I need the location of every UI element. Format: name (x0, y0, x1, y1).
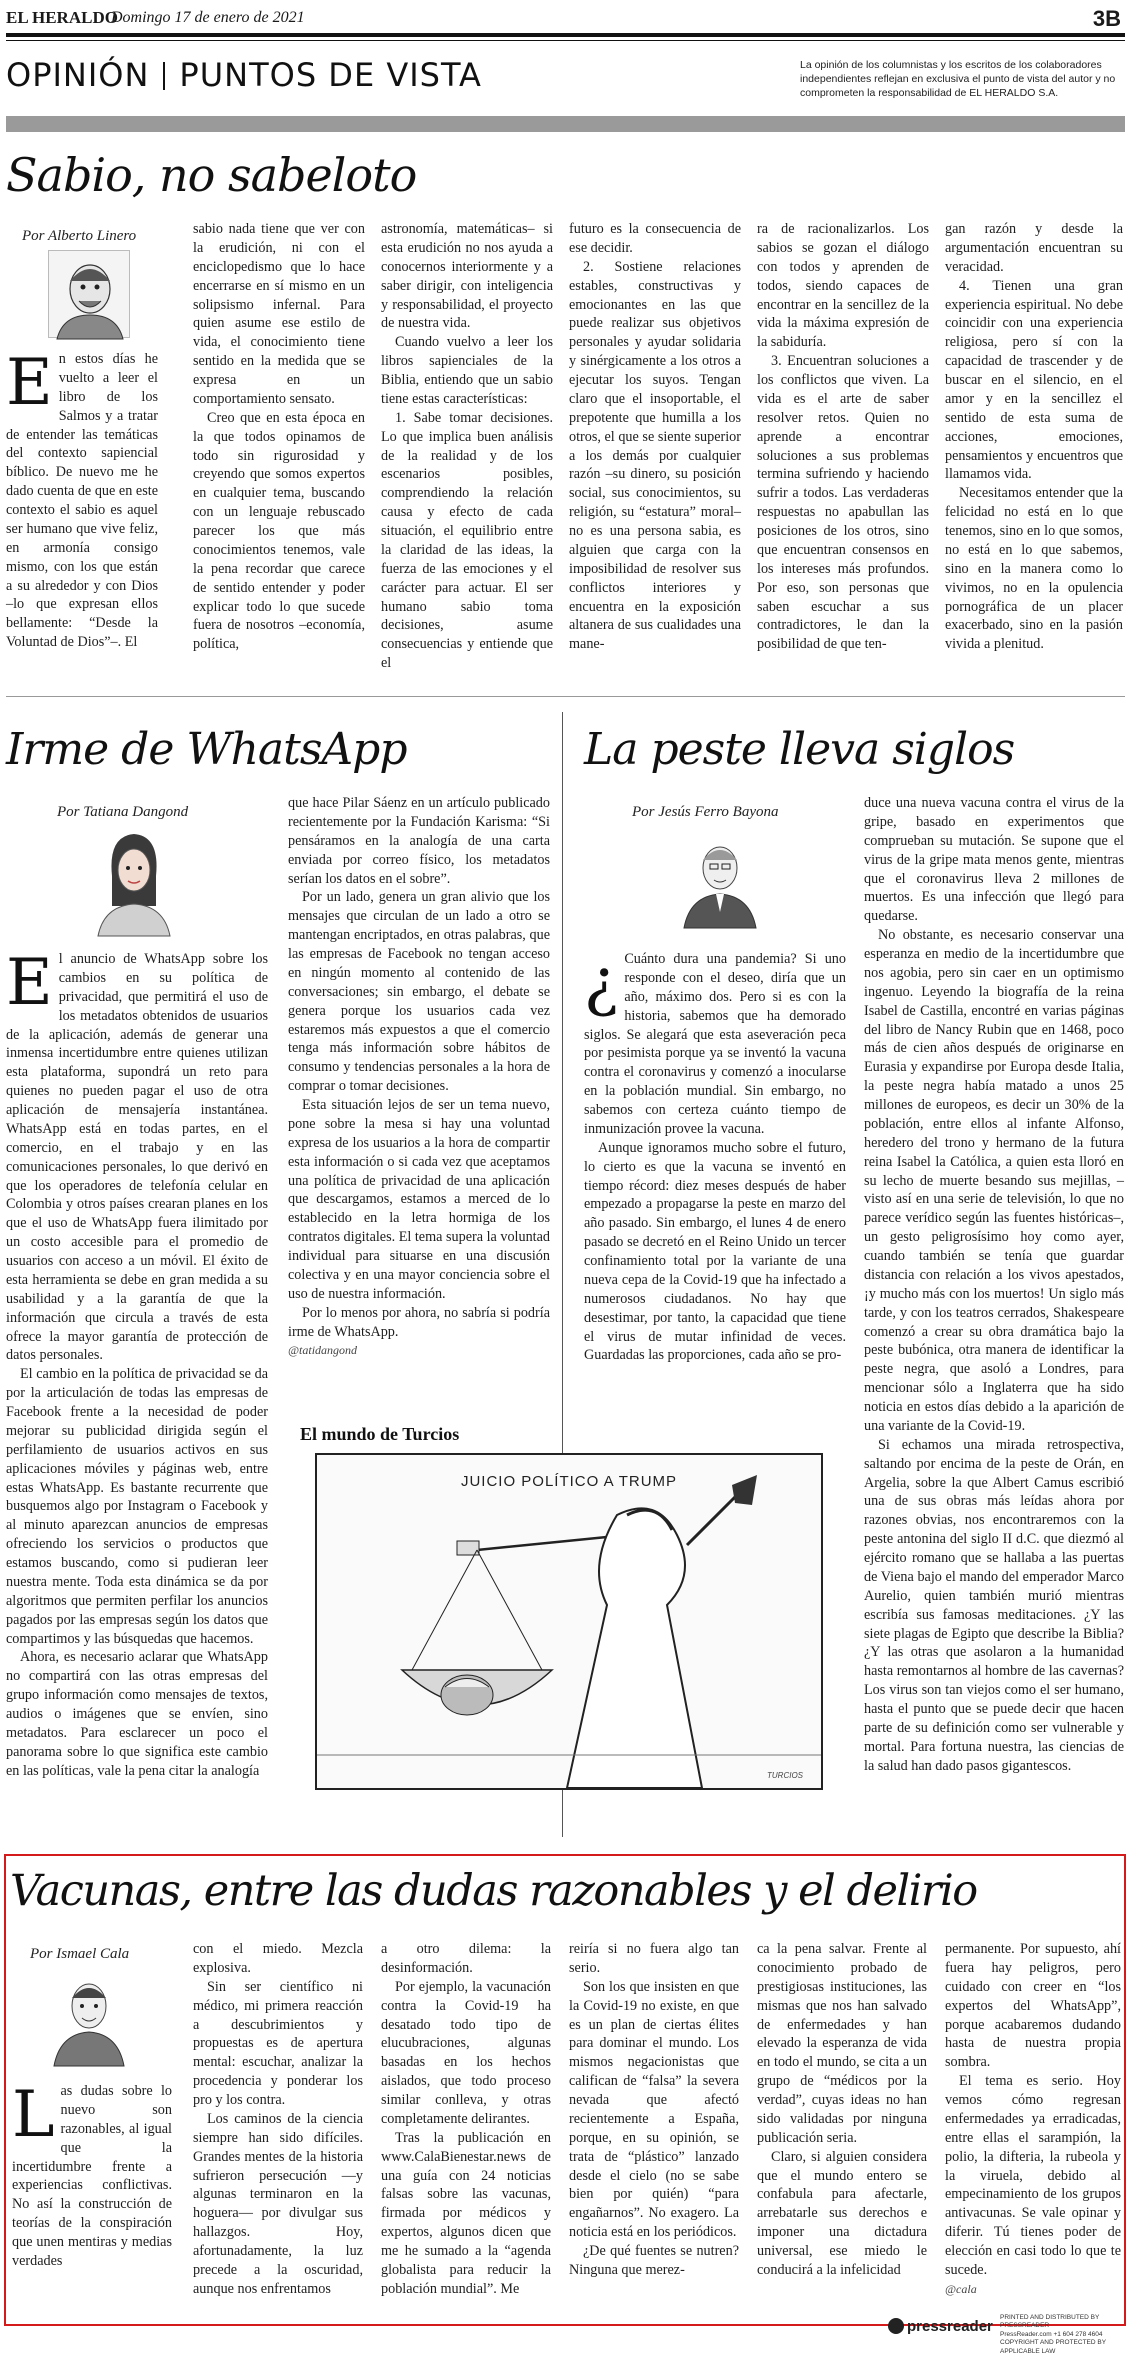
paragraph: gan razón y desde la argumentación encuentran su veracidad. (945, 221, 1123, 275)
paragraph: n estos días he vuelto a leer el libro de los Salmos y a tratar de entender las temáticas del contexto sapiencial bíblico. De nuevo me he dado cuenta de que en este contexto el sabio es aquel ser humano que vive feliz, en armonía consigo mismo, con los que están a su alrededor y con Dios –lo que expresan ellos bellamente: “Desde la Voluntad de Dios”–. El (6, 351, 158, 651)
paragraph: duce una nueva vacuna contra el virus de la gripe, basado en experimentos que comprueban su mutación. Se supone que el virus de la gripe mata menos gente, mientras que el coronavirus lleva 2 millones de muertos. Es una infección que llegó para quedarse. (864, 795, 1124, 925)
masthead-rule (6, 33, 1125, 37)
article-headline-whatsapp: Irme de WhatsApp (6, 724, 407, 775)
article-column (757, 1940, 927, 2322)
paragraph: futuro es la consecuencia de ese decidir. (569, 221, 741, 256)
paragraph: Son los que insisten en que la Covid-19 no existe, en que es un plan de ciertas élites para dominar el mundo. Los mismos negacionistas que califican de “falsa” la severa nevada que afectó recientemente a España, porque, en su opinión, se trata de “plástico” lanzado desde el cielo (no se sabe bien por quién) “para engañarnos”. No exagero. La noticia está en los periódicos. (569, 1978, 739, 2241)
portrait-illustration (90, 826, 178, 936)
paragraph: 2. Sostiene relaciones estables, constructivas y emocionantes en las que puede realizar sus objetivos personales y ayudar solidaria y sinérgicamente a los otros a ejecutar los suyos. Tengan claro que el insoportable, el prepotente que humilla a los otros, el que se siente superior a los demás por cualquier razón –su dinero, su posición social, sus conocimientos, su religión, su “estatura” moral– no es una persona sabia, es alguien que carga con la imposibilidad de resolver sus conflictos interiores y encuentra en la exposición altanera de sus cualidades una mane- (569, 258, 741, 653)
paragraph: Si echamos una mirada retrospectiva, saltando por encima de la peste de Orán, en Argelia, sobre la que Albert Camus escribió una de sus obras más leídas ahora por razones obvias, nos encontraremos con la peste antonina del siglo II d.C. que diezmó al ejército romano que se hallaba a las puertas de Viena bajo el mando del emperador Marco Aurelio, quien también murió mientras escribía sus famosas meditaciones. ¿Y las siete plagas de Egipto que describe la Biblia? ¿Y las otras que asolaron a la humanidad hasta remontarnos al hombre de las cavernas? Los virus son tan viejos como el ser humano, hasta el punto que se puede decir que hacen parte de su definición como ser vulnerable y mortal. Para fortuna nuestra, las ciencias de la salud han dado pasos gigantescos. (864, 1436, 1124, 1774)
paragraph: Ahora, es necesario aclarar que WhatsApp no compartirá con las otras empresas del grupo información como mensajes de textos, audios o imágenes que se envíen, sino metadatos. Para esclarecer un poco el panorama sobre lo que significa este cambio en las políticas, vale la pena citar la analogía (6, 1649, 268, 1779)
paragraph: Aunque ignoramos mucho sobre el futuro, lo cierto es que la vacuna se inventó en tiempo récord: diez meses después de haber empezado a propagarse la peste en marzo del año pasado. Sin embargo, el lunes 4 de enero pasado se decretó en el Reino Unido un tercer confinamiento total por la variante de una nueva cepa de la Covid-19 que ha infectado a numerosos ciudadanos. No hay que desestimar, por tanto, la capacidad que tiene el virus de mutar infinidad de veces. Guardadas las proporciones, cada año se pro- (584, 1139, 846, 1364)
paragraph: Tras la publicación en www.CalaBienestar.news de una guía con 24 noticias falsas sobre las vacunas, firmada por médicos y expertos, algunos dicen que me he sumado a la “agenda globalista para reducir la población mundial”. Me (381, 2129, 551, 2297)
paragraph: Por un lado, genera un gran alivio que los mensajes que circulan de un lado a otro se mantengan encriptados, en otras palabras, que las empresas de Facebook no tengan acceso en ningún momento al contenido de las conversaciones; sin embargo, el debate se genera porque los usuarios cada vez estaremos más expuestos a que el comercio tenga más información sobre hábitos de consumo y tendencias personales a la hora de comprar o tomar decisiones. (288, 889, 550, 1095)
author-handle: @cala (945, 2281, 977, 2296)
paragraph: El cambio en la política de privacidad se da por la articulación de todas las empresas de Facebook frente a la necesidad de poder mejorar su publicidad dirigida según el perfilamiento de usuarios activos en sus aplicaciones móviles y páginas web, entre estas WhatsApp. Es bastante recurrente que busquemos algo por Instagram o Facebook y al minuto aparezcan anuncios de empresas ofreciendo los servicios o productos que estamos buscando, como si pudieran leer nuestra mente. Toda esta dinámica se da por algoritmos que permiten perfilar los anuncios pagados por las empresas según los datos que compartimos y las búsquedas que hacemos. (6, 1366, 268, 1647)
paragraph: Sin ser científico ni médico, mi primera reacción a descubrimientos y propuestas es de apertura mental: escuchar, analizar la procedencia y ponderar los pro y los contra. (193, 1978, 363, 2108)
paragraph: No obstante, es necesario conservar una esperanza en medio de la incertidumbre que nos agobia, pero sin caer en un optimismo ingenuo. Leyendo la biografía de la reina Isabel de Castilla, encontré en varias páginas del libro de Nancy Rubin que en 1468, poco más de cien años después de originarse en Eurasia y expandirse por Europa desde Italia, la peste negra había matado a unos 25 millones de europeos, es decir un 30% de la población, entre ellos al infante Alfonso, heredero del trono y hermano de la futura reina Isabel la Católica, a quien esta lloró en su lecho de muerte besando sus mejillas, –visto así en una serie de televisión, lo que no parece verídico según las fuentes históricas–, un gesto peligrosísimo hoy como ayer, cuando también se tenía que guardar distancia con relación a los vivos apestados, ¡y mucho más con los muertos! Un siglo más tarde, y con los teatros cerrados, Shakespeare comenzó a crear su obra dramática bajo la peste bubónica, otra manera de identificar la peste negra, que asoló a Londres, para mencionar sólo a Inglaterra que ha sido noticia en estos días debido a la aparición de una variante de la Covid-19. (864, 927, 1124, 1434)
paragraph: ca la pena salvar. Frente al conocimiento probado de prestigiosas instituciones, las mismas que nos han salvado de enfermedades y han elevado la esperanza de vida en todo el mundo, se cita a un grupo de “médicos por la verdad”, cuyas ideas no han sido validadas por ninguna publicación seria. (757, 1941, 927, 2146)
paragraph: reiría si no fuera algo tan serio. (569, 1941, 739, 1976)
dropcap: E (6, 946, 53, 1020)
article-column (945, 220, 1123, 670)
section-separator (163, 62, 165, 90)
newspaper-name: EL HERALDO (6, 8, 118, 27)
paragraph: 4. Tienen una gran experiencia espiritual. No debe coincidir con una experiencia religiosa, pero sí con la capacidad de trascender y de buscar en el silencio, en el amor y en la sencillez el sentido de esta suma de acciones, emociones, pensamientos y encuentros que llamamos vida. (945, 277, 1123, 483)
masthead-rule-thin (6, 40, 1125, 41)
opinion-disclaimer: La opinión de los columnistas y los escritos de los colaboradores independientes reflejan en exclusiva el punto de vista del autor y no comprometen la responsabilidad de EL HERALDO S.A. (800, 59, 1116, 100)
byline-whatsapp: Por Tatiana Dangond (57, 804, 189, 820)
paragraph: ra de racionalizarlos. Los sabios se gozan el diálogo con todos y aprenden de todos, siendo capaces de encontrar en la sencillez de la vida la máxima expresión de la sabiduría. (757, 221, 929, 351)
page-number: 3B (1092, 6, 1121, 31)
paragraph: Esta situación lejos de ser un tema nuevo, pone sobre la mesa si hay una voluntad expresa de los usuarios a la hora de compartir esta información o si cada vez que aceptamos una política de privacidad de una aplicación que descargamos, estamos a merced de lo establecido en la letra hormiga de los contratos digitales. El tema supera la voluntad individual para situarse en una discusión colectiva y en una mayor conciencia sobre el uso de nuestra información. (288, 1097, 550, 1302)
paragraph: astronomía, matemáticas– si esta erudición no nos ayuda a conocernos interiormente y a saber dirigir, con inteligencia y responsabilidad, el proyecto de nuestra vida. (381, 221, 553, 332)
pressreader-notice-line: COPYRIGHT AND PROTECTED BY APPLICABLE LAW (1000, 2339, 1106, 2355)
article-column (381, 220, 553, 670)
pressreader-notice-line: PRINTED AND DISTRIBUTED BY PRESSREADER (1000, 2314, 1100, 2330)
pressreader-icon (888, 2318, 904, 2334)
cartoonist-signature: TURCIOS (767, 1771, 803, 1780)
section-title-left: OPINIÓN (6, 56, 150, 94)
paragraph: Claro, si alguien considera que el mundo entero se confabula para afectarle, arrebatarle sus derechos e imponer una dictadura universal, ese miedo le conducirá a la infelicidad (757, 2148, 927, 2278)
article-column (569, 1940, 739, 2322)
article-column (945, 1940, 1121, 2322)
article-headline-vacunas: Vacunas, entre las dudas razonables y el delirio (10, 1866, 977, 1916)
masthead (6, 6, 1125, 32)
paragraph: a otro dilema: la desinformación. (381, 1941, 551, 1976)
article-column (6, 346, 158, 670)
author-portrait-linero (48, 250, 130, 338)
author-handle: @tatidangond (288, 1343, 358, 1358)
paragraph: 1. Sabe tomar decisiones. Lo que implica buen análisis de la realidad y de los escenarios posibles, comprendiendo la relación causa y efecto de cada situación, el equilibrio entre la claridad de las ideas, la fuerza de las emociones y el carácter para actuar. El ser humano sabio toma decisiones, asume consecuencias y entiende que el (381, 409, 553, 672)
author-portrait-cala (50, 1968, 128, 2066)
pressreader-notice-line: PressReader.com +1 604 278 4604 (1000, 2330, 1103, 2338)
cartoon-illustration (317, 1455, 821, 1788)
dropcap: ¿ (584, 946, 619, 1020)
pressreader-wordmark: pressreader (907, 2318, 993, 2335)
article-column (12, 2078, 172, 2320)
paragraph: Necesitamos entender que la felicidad no está en lo que tenemos, sino en lo que somos, no está en lo que sabemos, sino en la manera como lo vivimos, no en la opulencia pornográfica de un placer exacerbado, sino en la pasión vivida a plenitud. (945, 485, 1123, 653)
paragraph: as dudas sobre lo nuevo son razonables, al igual que la incertidumbre frente a experiencias conflictivas. No así la construcción de teorías de la conspiración que unen mentiras y medias verdades (12, 2083, 172, 2269)
section-divider-bar (6, 116, 1125, 132)
dropcap: L (12, 2078, 55, 2152)
paragraph: l anuncio de WhatsApp sobre los cambios en su política de privacidad, que permitirá el uso de los metadatos obtenidos de usuarios de la aplicación, además de generar una inmensa incertidumbre entre quienes utilizan esta plataforma, supondrá un reto para quienes no pueden pagar el uso de otra aplicación de mensajería instantánea. WhatsApp está en todas partes, en el comercio, en el trabajo y en las comunicaciones personales, lo que derivó en que los operadores de telefonía celular en Colombia y otros países crearan planes en los que el uso de WhatsApp fuera ilimitado por un costo accesible para el promedio de usuarios con acceso a un móvil. El éxito de esta herramienta se debe en gran medida a su usabilidad y a la garantía de que la información que circula a través de esta ofrece la mayor garantía de protección de datos personales. (6, 951, 268, 1364)
article-column (864, 794, 1124, 1836)
byline-sabio: Por Alberto Linero (22, 228, 137, 244)
byline-vacunas: Por Ismael Cala (30, 1946, 130, 1962)
pressreader-logo (888, 2318, 993, 2335)
article-column (381, 1940, 551, 2322)
paragraph: Creo que en esta época en la que todos opinamos de todo sin rigurosidad y creyendo que somos expertos en cualquier tema, buscando con un lenguaje rebuscado parecer los que más conocimientos tenemos, vale la pena recordar que carece de sentido entender y poder explicar todo lo que sucede fuera de nosotros –economía, política, (193, 409, 365, 653)
paragraph: Los caminos de la ciencia siempre han sido difíciles. Grandes mentes de la historia sufrieron persecución —y algunas terminaron en la hoguera— por divulgar sus hallazgos. Hoy, afortunadamente, la luz precede a la oscuridad, aunque nos enfrentamos (193, 2110, 363, 2297)
portrait-illustration (49, 251, 131, 339)
article-column (288, 794, 550, 1374)
article-column (193, 220, 365, 670)
paragraph: sabio nada tiene que ver con la erudición, ni con el enciclopedismo que lo hace encerrarse en sí mismo en un solipsismo infernal. Para quien asume ese estilo de vida, el conocimiento tiene sentido en la medida que se expresa en un comportamiento sensato. (193, 221, 365, 407)
section-title (6, 56, 482, 94)
portrait-illustration (50, 1968, 128, 2066)
editorial-cartoon (315, 1453, 823, 1790)
pressreader-notice (1000, 2314, 1131, 2356)
article-divider (6, 696, 1125, 697)
article-column (757, 220, 929, 670)
paragraph: ¿De qué fuentes se nutren? Ninguna que merez- (569, 2243, 739, 2278)
paragraph: Cuánto dura una pandemia? Si uno responde con el deseo, diría que un año, máximo dos. Pero si es con la historia, sabemos que ha demorado siglos. Se alegará que esta aseveración peca por pesimista porque ya se inventó la vacuna contra el coronavirus y comenzó a inocularse en la población mundial. Sin embargo, no sabemos con certeza cuánto tiempo de inmunización provee la vacuna. (584, 951, 846, 1137)
byline-peste: Por Jesús Ferro Bayona (632, 804, 779, 820)
paragraph: que hace Pilar Sáenz en un artículo publicado recientemente por la Fundación Karisma: “Si pensáramos en la analogía de una carta enviada por correo físico, los metadatos serían los datos en el sobre”. (288, 795, 550, 887)
article-column (569, 220, 741, 670)
portrait-illustration (680, 828, 760, 928)
author-portrait-dangond (90, 826, 178, 936)
paragraph: 3. Encuentran soluciones a los conflictos que viven. La vida es el arte de saber resolver retos. Quien no aprende a encontrar soluciones a sus problemas termina sufriendo y haciendo sufrir a todos. Las verdaderas respuestas no apabullan las posiciones de los otros, sino que encuentran consensos en los intereses más profundos. Por eso, son personas que saben escuchar a sus contradictores, le dan la posibilidad de que ten- (757, 353, 929, 653)
paragraph: Cuando vuelvo a leer los libros sapienciales de la Biblia, entiendo que un sabio tiene estas características: (381, 334, 553, 407)
article-headline-peste: La peste lleva siglos (584, 724, 1015, 775)
paragraph: Por ejemplo, la vacunación contra la Covid-19 ha desatado todo tipo de elucubraciones, algunas basadas en los hechos aislados, que todo proceso similar conlleva, y otras completamente delirantes. (381, 1978, 551, 2127)
article-headline-sabio: Sabio, no sabeloto (6, 148, 417, 202)
paragraph: Por lo menos por ahora, no sabría si podría irme de WhatsApp. (288, 1304, 550, 1340)
paragraph: El tema es serio. Hoy vemos cómo regresan enfermedades ya erradicadas, entre ellas el sarampión, la polio, la difteria, la rubeola y la viruela, debido al empecinamiento de los grupos antivacunas. Se vale opinar y diferir. Tú tienes poder de elección en casi todo lo que te sucede. (945, 2073, 1121, 2278)
cartoon-section-label: El mundo de Turcios (300, 1424, 460, 1444)
paragraph: con el miedo. Mezcla explosiva. (193, 1941, 363, 1976)
article-column (6, 946, 268, 1812)
paragraph: permanente. Por supuesto, ahí fuera hay peligros, pero cuidado con creer en “los expertos del WhatsApp”, porque acabaremos dudando hasta de nuestra propia sombra. (945, 1941, 1121, 2071)
issue-date: Domingo 17 de enero de 2021 (111, 9, 305, 26)
author-portrait-ferro (680, 828, 760, 928)
section-title-right: PUNTOS DE VISTA (179, 56, 482, 94)
cartoon-title: JUICIO POLÍTICO A TRUMP (460, 1473, 678, 1490)
dropcap: E (6, 346, 53, 420)
article-column (193, 1940, 363, 2322)
